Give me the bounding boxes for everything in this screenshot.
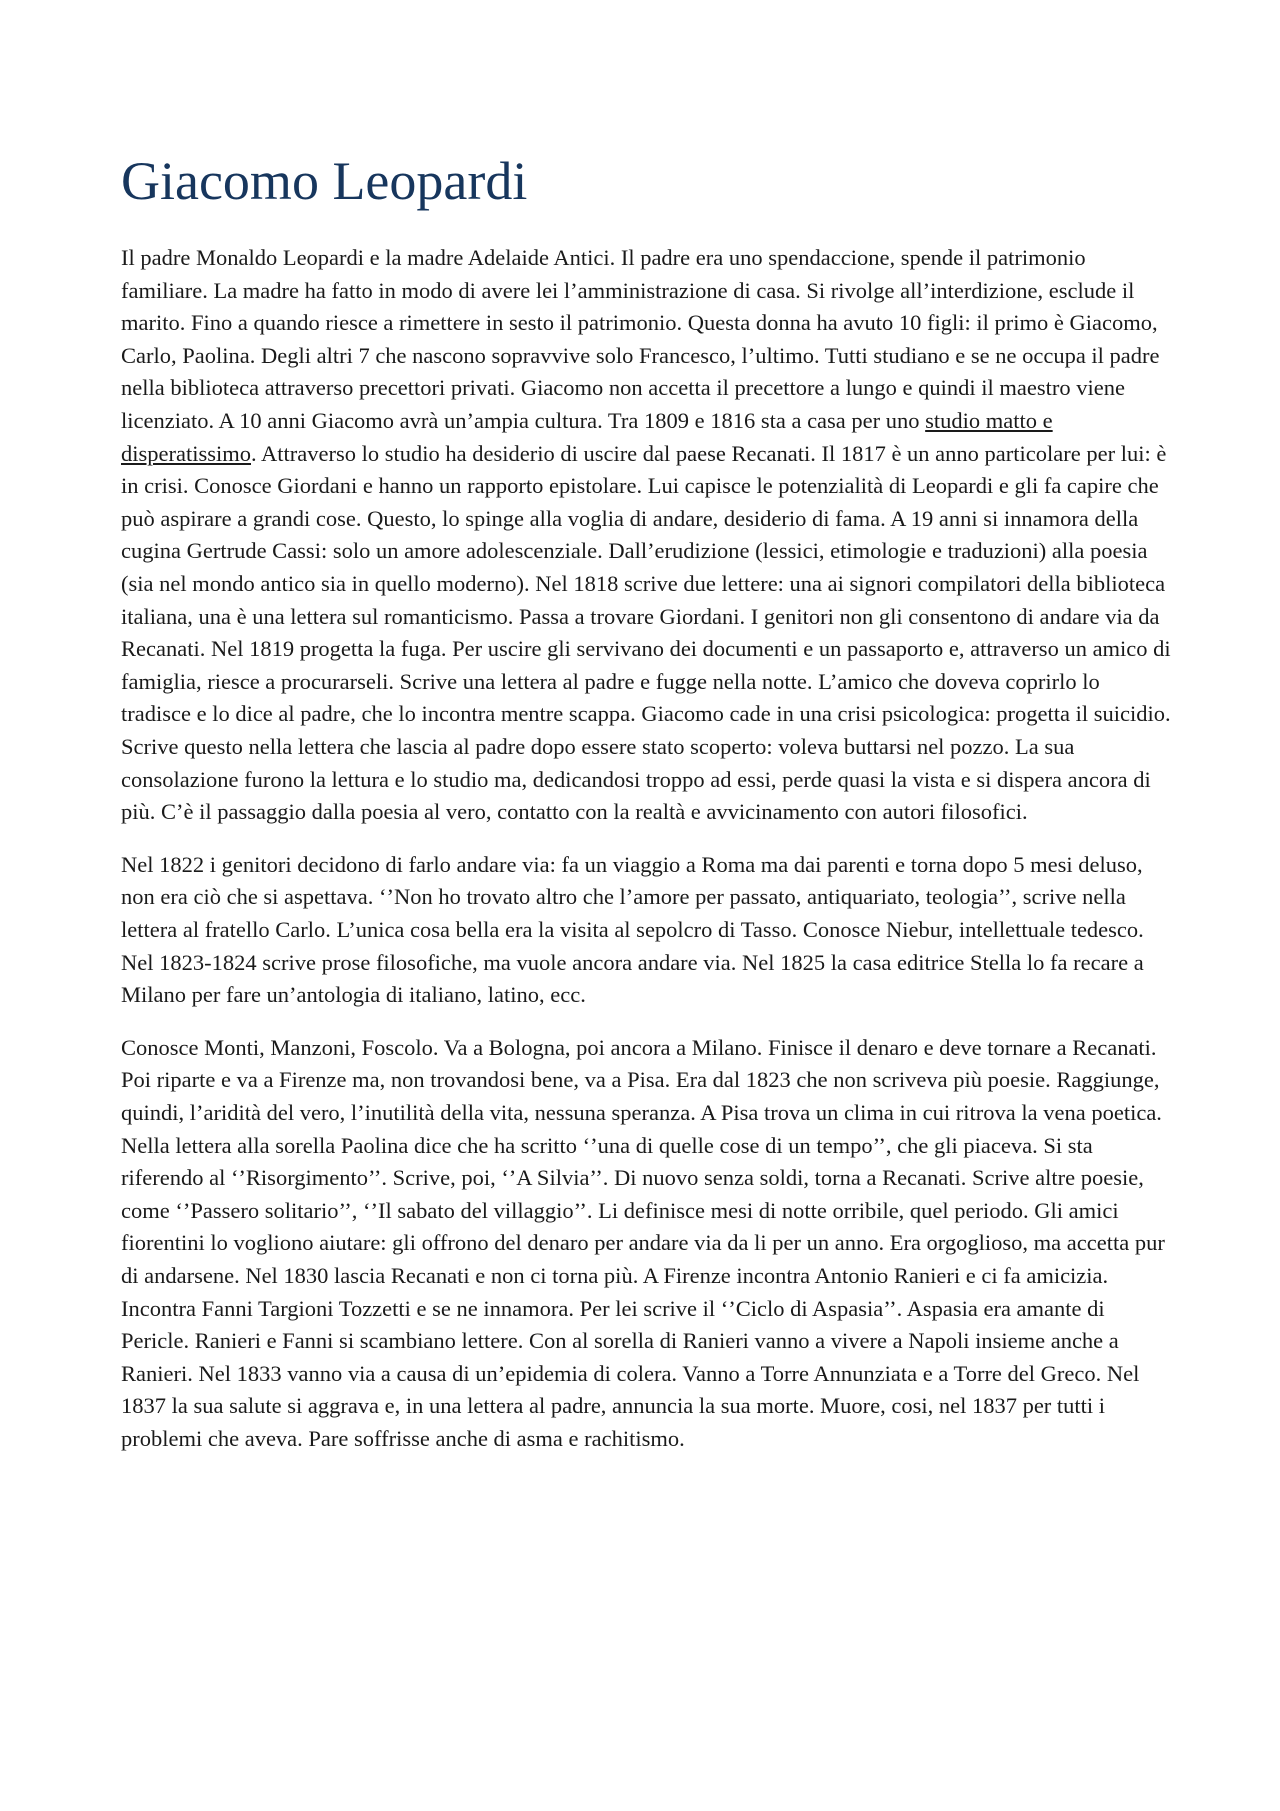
paragraph-later-life: Conosce Monti, Manzoni, Foscolo. Va a Bologna, poi ancora a Milano. Finisce il denaro e deve tornare a Recanati. Poi riparte e va a Firenze ma, non trovandosi bene, va a Pisa. Era dal 1823 che non scriveva più poesie. Raggiunge, quindi, l’aridità del vero, l’inutilità della vita, nessuna speranza. A Pisa trova un clima in cui ritrova la vena poetica. Nella lettera alla sorella Paolina dice che ha scritto ‘’una di quelle cose di un tempo’’, che gli piaceva. Si sta riferendo al ‘’Risorgimento’’. Scrive, poi, ‘’A Silvia’’. Di nuovo senza soldi, torna a Recanati. Scrive altre poesie, come ‘’Passero solitario’’, ‘’Il sabato del villaggio’’. Li definisce mesi di notte orribile, quel periodo. Gli amici fiorentini lo vogliono aiutare: gli offrono del denaro per andare via da li per un anno. Era orgoglioso, ma accetta pur di andarsene. Nel 1830 lascia Recanati e non ci torna più. A Firenze incontra Antonio Ranieri e ci fa amicizia. Incontra Fanni Targioni Tozzetti e se ne innamora. Per lei scrive il ‘’Ciclo di Aspasia’’. Aspasia era amante di Pericle. Ranieri e Fanni si scambiano lettere. Con al sorella di Ranieri vanno a vivere a Napoli insieme anche a Ranieri. Nel 1833 vanno via a causa di un’epidemia di colera. Vanno a Torre Annunziata e a Torre del Greco. Nel 1837 la sua salute si aggrava e, in una lettera al padre, annuncia la sua morte. Muore, cosi, nel 1837 per tutti i problemi che aveva. Pare soffrisse anche di asma e rachitismo. xyxy=(121,1034,1165,1451)
paragraph-rome-and-milan: Nel 1822 i genitori decidono di farlo andare via: fa un viaggio a Roma ma dai parenti e torna dopo 5 mesi deluso, non era ciò che si aspettava. ‘’Non ho trovato altro che l’amore per passato, antiquariato, teologia’’, scrive nella lettera al fratello Carlo. L’unica cosa bella era la visita al sepolcro di Tasso. Conosce Niebur, intellettuale tedesco. Nel 1823-1824 scrive prose filosofiche, ma vuole ancora andare via. Nel 1825 la casa editrice Stella lo fa recare a Milano per fare un’antologia di italiano, latino, ecc. xyxy=(121,851,1144,1008)
paragraph-family-and-youth xyxy=(121,242,1171,829)
paragraph-text-end: . Attraverso lo studio ha desiderio di uscire dal paese Recanati. Il 1817 è un anno particolare per lui: è in crisi. Conosce Giordani e hanno un rapporto epistolare. Lui capisce le potenzialità di Leopardi e gli fa capire che può aspirare a grandi cose. Questo, lo spinge alla voglia di andare, desiderio di fama. A 19 anni si innamora della cugina Gertrude Cassi: solo un amore adolescenziale. Dall’erudizione (lessici, etimologie e traduzioni) alla poesia (sia nel mondo antico sia in quello moderno). Nel 1818 scrive due lettere: una ai signori compilatori della biblioteca italiana, una è una lettera sul romanticismo. Passa a trovare Giordani. I genitori non gli consentono di andare via da Recanati. Nel 1819 progetta la fuga. Per uscire gli servivano dei documenti e un passaporto e, attraverso un amico di famiglia, riesce a procurarseli. Scrive una lettera al padre e fugge nella notte. L’amico che doveva coprirlo lo tradisce e lo dice al padre, che lo incontra mentre scappa. Giacomo cade in una crisi psicologica: progetta il suicidio. Scrive questo nella lettera che lascia al padre dopo essere stato scoperto: voleva buttarsi nel pozzo. La sua consolazione furono la lettura e lo studio ma, dedicandosi troppo ad essi, perde quasi la vista e si dispera ancora di più. C’è il passaggio dalla poesia al vero, contatto con la realtà e avvicinamento con autori filosofici. xyxy=(121,440,1171,825)
paragraph-text-start: Il padre Monaldo Leopardi e la madre Adelaide Antici. Il padre era uno spendaccione, spende il patrimonio familiare. La madre ha fatto in modo di avere lei l’amministrazione di casa. Si rivolge all’interdizione, esclude il marito. Fino a quando riesce a rimettere in sesto il patrimonio. Questa donna ha avuto 10 figli: il primo è Giacomo, Carlo, Paolina. Degli altri 7 che nascono sopravvive solo Francesco, l’ultimo. Tutti studiano e se ne occupa il padre nella biblioteca attraverso precettori privati. Giacomo non accetta il precettore a lungo e quindi il maestro viene licenziato. A 10 anni Giacomo avrà un’ampia cultura. Tra 1809 e 1816 sta a casa per uno xyxy=(121,245,1160,434)
underlined-phrase: studio matto e disperatissimo xyxy=(121,408,1053,466)
document-page xyxy=(121,150,1171,1475)
document-title: Giacomo Leopardi xyxy=(121,151,528,211)
